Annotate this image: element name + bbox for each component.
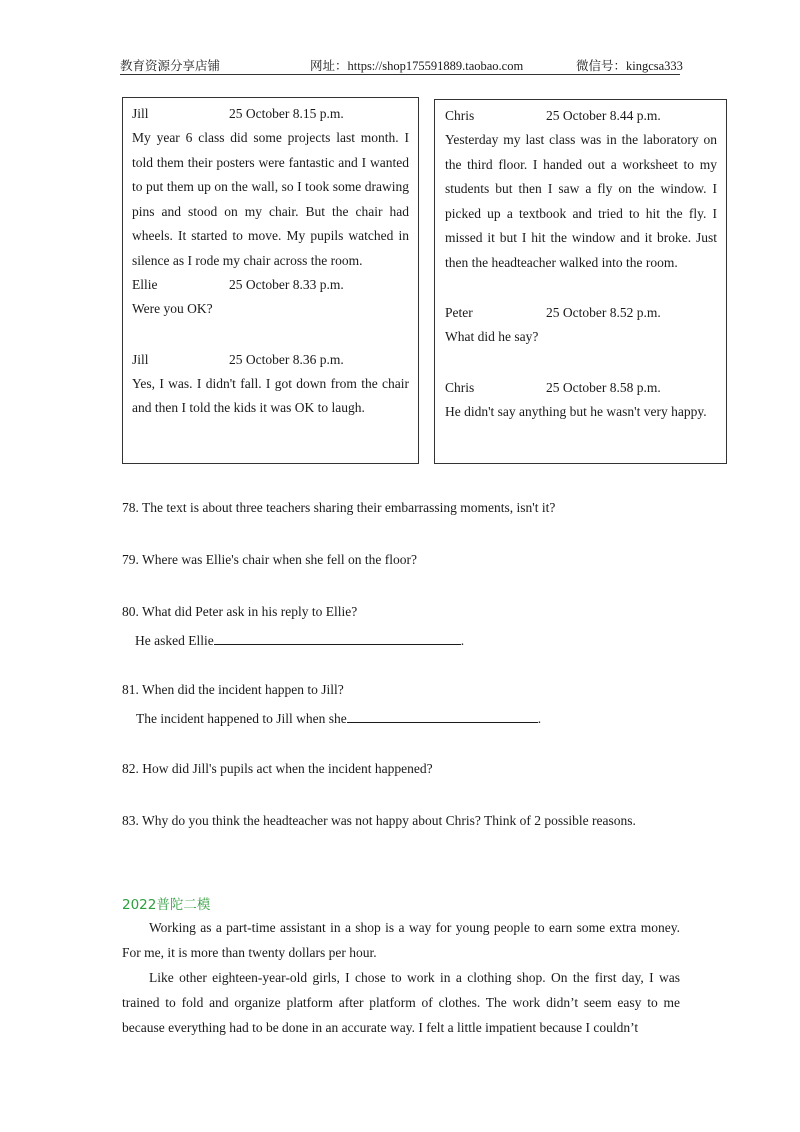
message-time: 25 October 8.33 p.m. — [229, 277, 344, 292]
answer-period: . — [537, 711, 542, 726]
message-text: My year 6 class did some projects last month. I told them their posters were fantastic and I wanted to put them up on the wall, so I took some drawing pins and stood on my chair. But the chair had wheels. It started to move. My pupils watched in silence as I rode my chair across the room. — [132, 130, 409, 268]
message-time: 25 October 8.44 p.m. — [546, 108, 661, 123]
message-time: 25 October 8.15 p.m. — [229, 106, 344, 121]
header-shop-name: 教育资源分享店铺 — [120, 59, 221, 73]
sender-name: Chris — [445, 108, 475, 123]
section-label: 2022普陀二模 — [122, 897, 211, 913]
message-time: 25 October 8.58 p.m. — [546, 379, 661, 395]
header-wechat: 微信号：kingcsa333 — [576, 59, 683, 73]
message-header — [445, 104, 717, 128]
sender-name: Peter — [445, 305, 473, 320]
sender-name: Jill — [132, 106, 149, 121]
question-78: 78. The text is about three teachers sharing their embarrassing moments, isn't it? — [122, 500, 556, 515]
question-81: 81. When did the incident happen to Jill? — [122, 682, 344, 697]
question-83: 83. Why do you think the headteacher was not happy about Chris? Think of 2 possible reasons. — [122, 813, 636, 828]
page-header — [120, 56, 683, 76]
reading-passage — [122, 915, 680, 1040]
message-time: 25 October 8.52 p.m. — [546, 305, 661, 320]
sender-name: Chris — [445, 379, 475, 395]
sender-name: Ellie — [132, 277, 158, 292]
answer-80 — [135, 630, 464, 649]
passage-paragraph: Working as a part-time assistant in a shop is a way for young people to earn some extra money. For me, it is more than twenty dollars per hour. — [122, 920, 680, 960]
passage-paragraph: Like other eighteen-year-old girls, I chose to work in a clothing shop. On the first day, I was trained to fold and organize platform after platform of clothes. The work didn’t seem easy to me because everything had to be done in an accurate way. I felt a little impatient because I couldn’t — [122, 970, 680, 1035]
message-text: He didn't say anything but he wasn't very happy. — [445, 403, 707, 419]
message-text: Were you OK? — [132, 301, 213, 316]
message-text: Yesterday my last class was in the laboratory on the third floor. I handed out a worksheet to my students but then I saw a fly on the window. I picked up a textbook and tried to hit the fly. I missed it but I hit the window and it broke. Just then the headteacher walked into the room. — [445, 132, 717, 270]
question-80: 80. What did Peter ask in his reply to Ellie? — [122, 604, 358, 619]
header-divider — [120, 74, 680, 75]
header-url: 网址：https://shop175591889.taobao.com — [310, 59, 524, 73]
chat-box-right — [434, 99, 727, 464]
message-header — [132, 348, 409, 372]
message-text: What did he say? — [445, 329, 539, 344]
message-header — [132, 102, 409, 126]
message-text: Yes, I was. I didn't fall. I got down from the chair and then I told the kids it was OK to laugh. — [132, 375, 409, 415]
message-header — [132, 273, 409, 297]
answer-80-prefix: He asked Ellie — [135, 633, 214, 648]
chat-box-left — [122, 97, 419, 464]
answer-81-prefix: The incident happened to Jill when she — [136, 711, 347, 726]
message-time: 25 October 8.36 p.m. — [229, 351, 344, 367]
answer-period: . — [460, 633, 465, 648]
question-82: 82. How did Jill's pupils act when the incident happened? — [122, 761, 433, 776]
answer-81 — [136, 708, 541, 727]
question-79: 79. Where was Ellie's chair when she fell on the floor? — [122, 552, 417, 567]
sender-name: Jill — [132, 351, 149, 367]
message-header — [445, 301, 717, 325]
answer-blank[interactable] — [347, 708, 538, 723]
answer-blank[interactable] — [214, 630, 461, 645]
message-header — [445, 376, 717, 400]
